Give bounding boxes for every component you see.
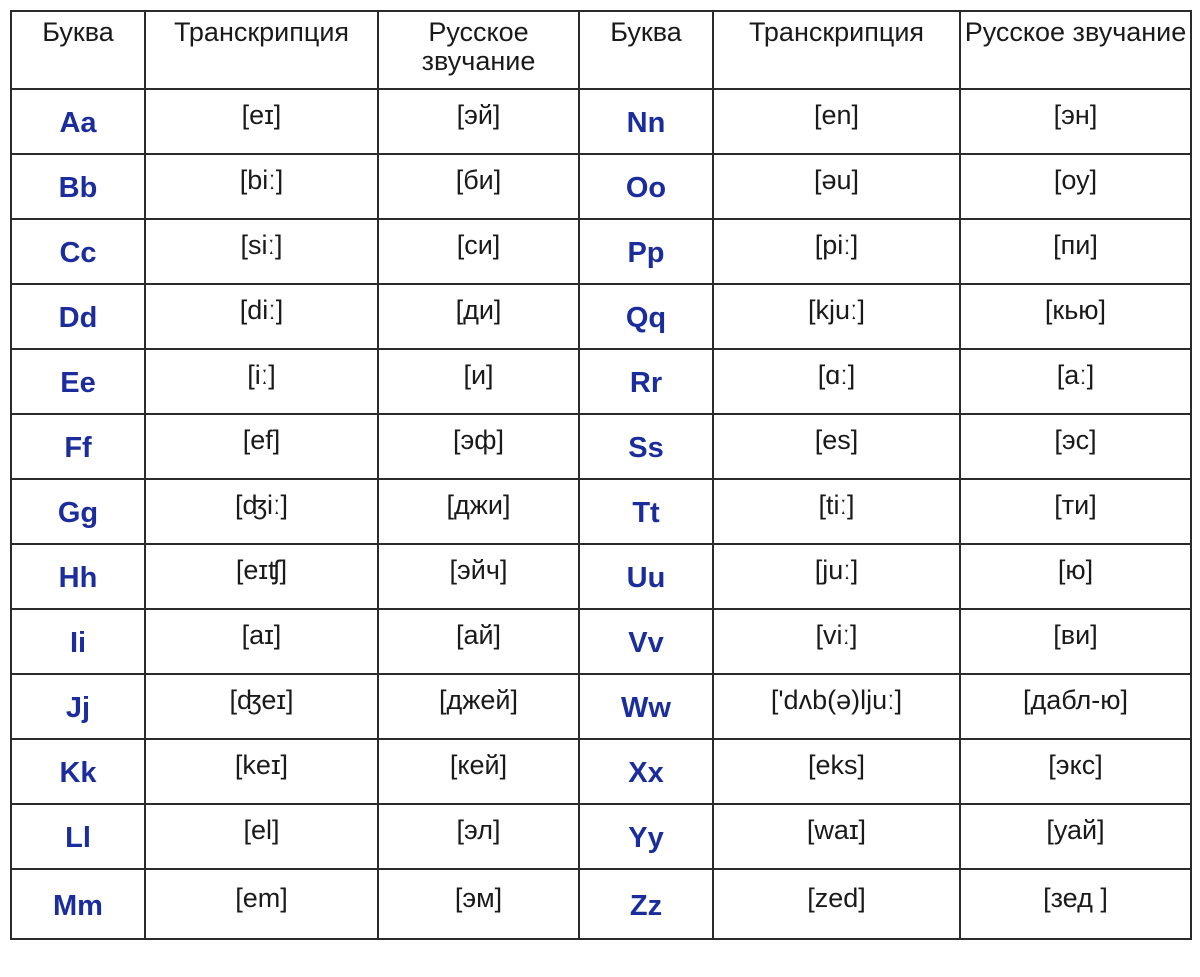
letter-cell-right: Zz — [579, 869, 713, 939]
letter-cell-left: Ff — [11, 414, 145, 479]
letter-cell-left: Ii — [11, 609, 145, 674]
transcription-cell-left: [eɪ] — [145, 89, 378, 154]
letter-cell-left: Mm — [11, 869, 145, 939]
english-alphabet-table — [10, 10, 1192, 940]
russian-sound-cell-left: [эй] — [378, 89, 579, 154]
transcription-cell-right: ['dʌb(ə)ljuː] — [713, 674, 960, 739]
russian-sound-cell-right: [ю] — [960, 544, 1191, 609]
letter-cell-left: Jj — [11, 674, 145, 739]
russian-sound-cell-right: [пи] — [960, 219, 1191, 284]
table-row — [11, 414, 1191, 479]
table-row — [11, 609, 1191, 674]
russian-sound-cell-left: [ди] — [378, 284, 579, 349]
transcription-cell-right: [piː] — [713, 219, 960, 284]
russian-sound-cell-right: [оу] — [960, 154, 1191, 219]
letter-cell-left: Dd — [11, 284, 145, 349]
russian-sound-cell-left: [кей] — [378, 739, 579, 804]
transcription-cell-left: [iː] — [145, 349, 378, 414]
letter-cell-right: Ss — [579, 414, 713, 479]
letter-cell-left: Hh — [11, 544, 145, 609]
header-letter-left: Буква — [11, 11, 145, 89]
letter-cell-right: Yy — [579, 804, 713, 869]
russian-sound-cell-right: [аː] — [960, 349, 1191, 414]
table-row — [11, 154, 1191, 219]
letter-cell-right: Pp — [579, 219, 713, 284]
letter-cell-left: Bb — [11, 154, 145, 219]
header-transcription-left: Транскрипция — [145, 11, 378, 89]
russian-sound-cell-right: [экс] — [960, 739, 1191, 804]
transcription-cell-right: [əu] — [713, 154, 960, 219]
letter-cell-right: Xx — [579, 739, 713, 804]
transcription-cell-left: [ʤeɪ] — [145, 674, 378, 739]
russian-sound-cell-right: [эн] — [960, 89, 1191, 154]
header-row — [11, 11, 1191, 89]
table-row — [11, 674, 1191, 739]
russian-sound-cell-right: [ти] — [960, 479, 1191, 544]
letter-cell-left: Aa — [11, 89, 145, 154]
transcription-cell-left: [ef] — [145, 414, 378, 479]
letter-cell-right: Vv — [579, 609, 713, 674]
russian-sound-cell-right: [зед ] — [960, 869, 1191, 939]
russian-sound-cell-left: [эф] — [378, 414, 579, 479]
transcription-cell-right: [es] — [713, 414, 960, 479]
letter-cell-left: Ee — [11, 349, 145, 414]
header-letter-right: Буква — [579, 11, 713, 89]
letter-cell-right: Nn — [579, 89, 713, 154]
russian-sound-cell-right: [ви] — [960, 609, 1191, 674]
russian-sound-cell-left: [джей] — [378, 674, 579, 739]
letter-cell-right: Ww — [579, 674, 713, 739]
transcription-cell-right: [waɪ] — [713, 804, 960, 869]
transcription-cell-right: [tiː] — [713, 479, 960, 544]
transcription-cell-right: [zed] — [713, 869, 960, 939]
table-row — [11, 544, 1191, 609]
table-row — [11, 349, 1191, 414]
transcription-cell-left: [eɪʧ] — [145, 544, 378, 609]
russian-sound-cell-left: [и] — [378, 349, 579, 414]
letter-cell-right: Rr — [579, 349, 713, 414]
russian-sound-cell-left: [би] — [378, 154, 579, 219]
transcription-cell-right: [juː] — [713, 544, 960, 609]
table-row — [11, 89, 1191, 154]
header-transcription-right: Транскрипция — [713, 11, 960, 89]
russian-sound-cell-left: [эл] — [378, 804, 579, 869]
letter-cell-right: Tt — [579, 479, 713, 544]
russian-sound-cell-right: [кью] — [960, 284, 1191, 349]
transcription-cell-left: [el] — [145, 804, 378, 869]
transcription-cell-right: [ɑː] — [713, 349, 960, 414]
transcription-cell-left: [ʤiː] — [145, 479, 378, 544]
russian-sound-cell-right: [эс] — [960, 414, 1191, 479]
letter-cell-left: Ll — [11, 804, 145, 869]
letter-cell-left: Cc — [11, 219, 145, 284]
table-row — [11, 869, 1191, 939]
letter-cell-right: Uu — [579, 544, 713, 609]
header-russian-sound-right: Русское звучание — [960, 11, 1191, 89]
transcription-cell-left: [keɪ] — [145, 739, 378, 804]
russian-sound-cell-left: [эм] — [378, 869, 579, 939]
transcription-cell-left: [aɪ] — [145, 609, 378, 674]
letter-cell-left: Kk — [11, 739, 145, 804]
russian-sound-cell-right: [дабл-ю] — [960, 674, 1191, 739]
transcription-cell-right: [viː] — [713, 609, 960, 674]
letter-cell-right: Qq — [579, 284, 713, 349]
letter-cell-right: Oo — [579, 154, 713, 219]
table-row — [11, 284, 1191, 349]
transcription-cell-right: [kjuː] — [713, 284, 960, 349]
russian-sound-cell-left: [си] — [378, 219, 579, 284]
transcription-cell-right: [en] — [713, 89, 960, 154]
header-russian-sound-left: Русское звучание — [378, 11, 579, 89]
transcription-cell-left: [siː] — [145, 219, 378, 284]
russian-sound-cell-left: [ай] — [378, 609, 579, 674]
transcription-cell-left: [em] — [145, 869, 378, 939]
transcription-cell-left: [diː] — [145, 284, 378, 349]
table-row — [11, 219, 1191, 284]
table-row — [11, 479, 1191, 544]
russian-sound-cell-left: [эйч] — [378, 544, 579, 609]
russian-sound-cell-right: [уай] — [960, 804, 1191, 869]
russian-sound-cell-left: [джи] — [378, 479, 579, 544]
table-row — [11, 739, 1191, 804]
table-body — [11, 89, 1191, 939]
transcription-cell-left: [biː] — [145, 154, 378, 219]
letter-cell-left: Gg — [11, 479, 145, 544]
transcription-cell-right: [eks] — [713, 739, 960, 804]
table-row — [11, 804, 1191, 869]
